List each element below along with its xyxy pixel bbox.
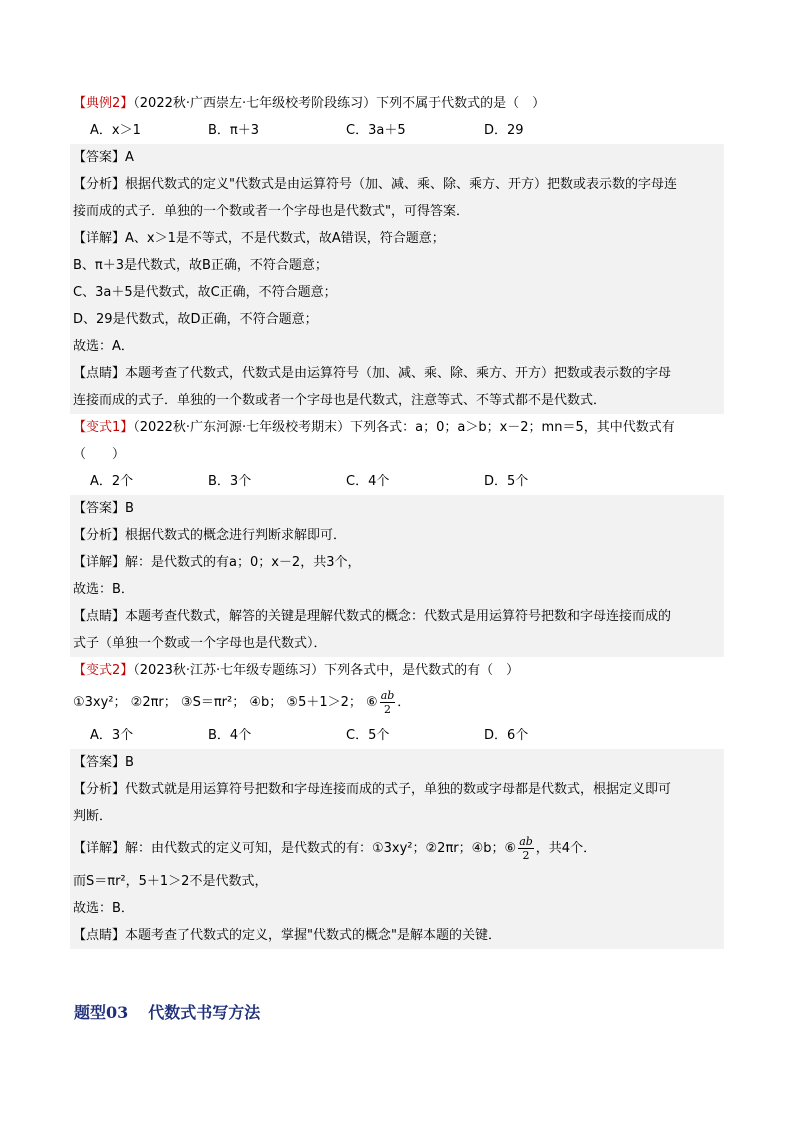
example2-options [70, 117, 724, 144]
comment-line: 【点睛】本题考查代数式，解答的关键是理解代数式的概念：代数式是用运算符号把数和字母连接而成的 [73, 609, 672, 624]
detail-text: 【详解】解：由代数式的定义可知，是代数式的有：①3xy²；②2πr；④b；⑥ [73, 841, 517, 856]
item-2: ②2πr； [130, 695, 177, 710]
fraction [380, 689, 396, 716]
example2-solution [70, 144, 724, 414]
comment-line: 【点睛】本题考查了代数式的定义，掌握"代数式的概念"是解本题的关键． [73, 928, 501, 943]
fraction-denominator: 2 [383, 703, 391, 716]
item-6: ⑥ [366, 695, 378, 710]
analysis-line: 判断． [73, 809, 113, 824]
option-d: D．29 [484, 123, 524, 138]
variant2-stem-text: （2023秋·江苏·七年级专题练习）下列各式中，是代数式的有（ ） [133, 663, 520, 678]
option-c: C．5个 [346, 728, 390, 743]
variant1-solution [70, 495, 724, 657]
detail-line: B、π＋3是代数式，故B正确，不符合题意； [73, 258, 328, 273]
variant2-options [70, 722, 724, 749]
option-b: B．4个 [208, 728, 252, 743]
item-3: ③S＝πr²； [180, 695, 246, 710]
fraction-numerator: ab [519, 835, 533, 848]
comment-line: 连接而成的式子．单独的一个数或者一个字母也是代数式，注意等式、不等式都不是代数式． [73, 393, 607, 408]
choose-line: 故选：B． [73, 582, 134, 597]
choose-line: 故选：B． [73, 901, 134, 916]
choose-line: 故选：A． [73, 339, 134, 354]
comment-line: 【点睛】本题考查了代数式，代数式是由运算符号（加、减、乘、除、乘方、开方）把数或表示数的字母 [73, 366, 672, 381]
detail-line: D、29是代数式，故D正确，不符合题意； [73, 312, 318, 327]
option-b: B．π＋3 [208, 123, 260, 138]
analysis-line: 接而成的式子．单独的一个数或者一个字母也是代数式"，可得答案． [73, 204, 469, 219]
answer-line: 【答案】A [73, 150, 134, 165]
example2-stem-text: （2022秋·广西崇左·七年级校考阶段练习）下列不属于代数式的是（ ） [133, 96, 546, 111]
section-title [74, 1000, 260, 1023]
example2-stem [70, 90, 724, 117]
fraction [518, 835, 534, 862]
answer-line: 【答案】B [73, 501, 134, 516]
comment-line: 式子（单独一个数或一个字母也是代数式）． [73, 636, 327, 651]
content-area [70, 90, 724, 949]
variant2-tag: 【变式2】 [73, 663, 134, 678]
detail-text-end: ，共4个． [535, 841, 597, 856]
option-c: C．3a＋5 [346, 123, 406, 138]
detail-line: 【详解】A、x＞1是不等式，不是代数式，故A错误，符合题意； [73, 231, 445, 246]
section-title-text: 代数式书写方法 [148, 1003, 261, 1022]
detail-line: C、3a＋5是代数式，故C正确，不符合题意； [73, 285, 337, 300]
variant2-items [70, 684, 724, 722]
analysis-line: 【分析】根据代数式的概念进行判断求解即可． [73, 528, 347, 543]
option-c: C．4个 [346, 474, 390, 489]
fraction-numerator: ab [380, 689, 395, 702]
option-a: A．3个 [90, 728, 134, 743]
fraction-denominator: 2 [522, 849, 530, 862]
detail-line [70, 830, 724, 868]
item-1: ①3xy²； [73, 695, 127, 710]
section-number: 题型03 [74, 1003, 129, 1022]
example2-tag: 【典例2】 [73, 96, 134, 111]
answer-line: 【答案】B [73, 755, 134, 770]
variant2-stem [70, 657, 724, 684]
analysis-line: 【分析】代数式就是用运算符号把数和字母连接而成的式子，单独的数或字母都是代数式，根据定义即可 [73, 782, 672, 797]
variant1-stem-cont: （ ） [73, 447, 126, 462]
analysis-line: 【分析】根据代数式的定义"代数式是由运算符号（加、减、乘、除、乘方、开方）把数或表示数的字母连 [73, 177, 677, 192]
detail-line: 【详解】解：是代数式的有a；0；x－2，共3个， [73, 555, 361, 570]
item-end: ． [397, 695, 411, 710]
option-d: D．5个 [484, 474, 529, 489]
option-a: A．2个 [90, 474, 134, 489]
variant1-stem-text: （2022秋·广东河源·七年级校考期末）下列各式：a；0；a＞b；x－2；mn＝5，其中代数式有 [133, 420, 675, 435]
detail-line: 而S＝πr²，5＋1＞2不是代数式， [73, 874, 268, 889]
variant1-options [70, 468, 724, 495]
option-d: D．6个 [484, 728, 529, 743]
item-4: ④b； [249, 695, 283, 710]
option-b: B．3个 [208, 474, 252, 489]
item-5: ⑤5＋1＞2； [286, 695, 362, 710]
option-a: A．x＞1 [90, 123, 141, 138]
variant1-stem [70, 414, 724, 441]
variant2-solution [70, 749, 724, 949]
variant1-tag: 【变式1】 [73, 420, 134, 435]
